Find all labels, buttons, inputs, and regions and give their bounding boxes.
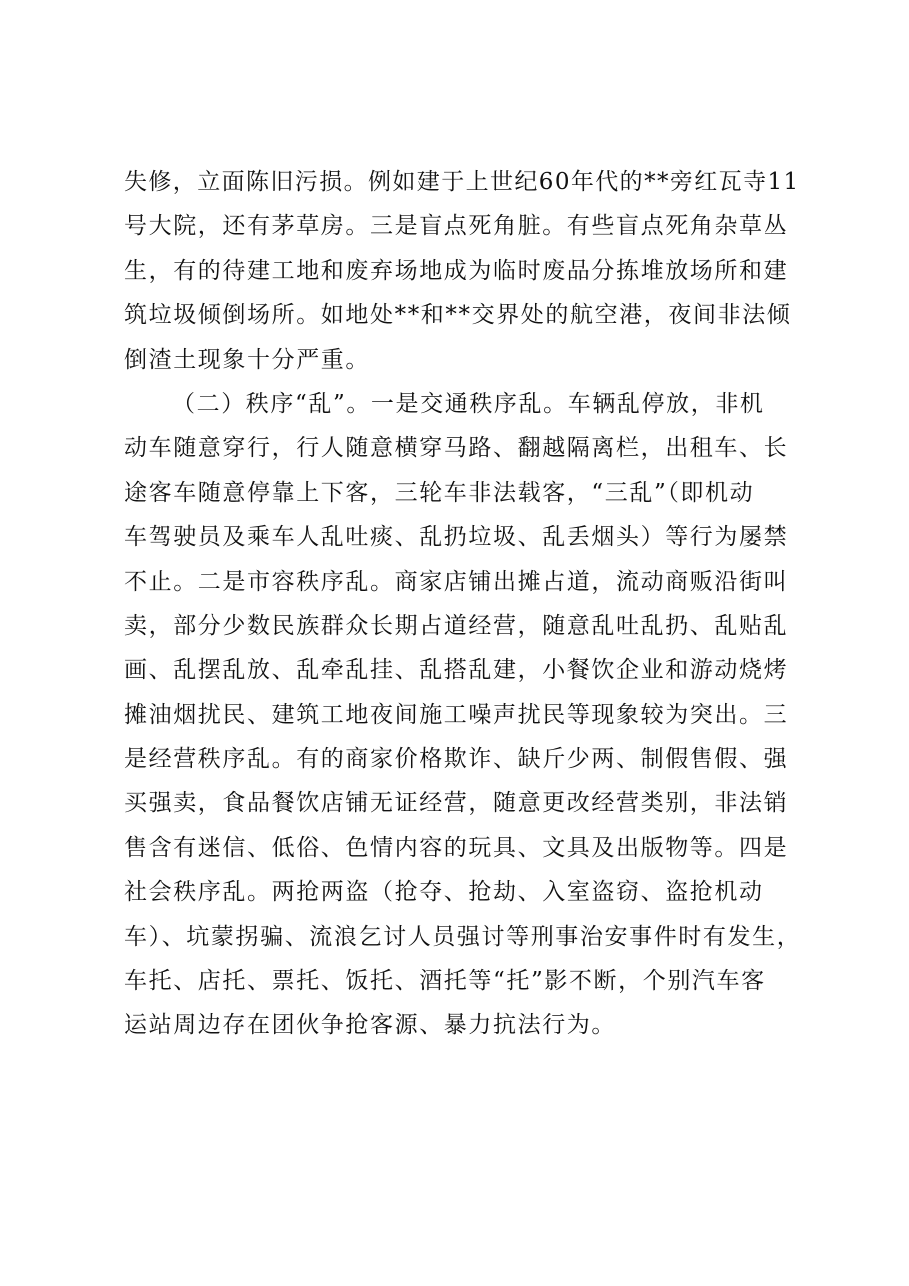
text-line: 社会秩序乱。两抢两盗（抢夺、抢劫、入室盗窃、盗抢机动 bbox=[124, 879, 764, 906]
text-line: 筑垃圾倾倒场所。如地处**和**交界处的航空港，夜间非法倾 bbox=[124, 302, 792, 329]
text-line: 摊油烟扰民、建筑工地夜间施工噪声扰民等现象较为突出。三 bbox=[124, 701, 789, 728]
section-heading-line: （二）秩序“乱”。一是交通秩序乱。车辆乱停放，非机 bbox=[172, 390, 765, 417]
text-line: 卖，部分少数民族群众长期占道经营，随意乱吐乱扔、乱贴乱 bbox=[124, 612, 789, 639]
text-line: 售含有迷信、低俗、色情内容的玩具、文具及出版物等。四是 bbox=[124, 834, 789, 861]
text-line: 画、乱摆乱放、乱牵乱挂、乱搭乱建，小餐饮企业和游动烧烤 bbox=[124, 657, 789, 684]
text-line: 途客车随意停靠上下客，三轮车非法载客，“三乱”（即机动 bbox=[124, 479, 755, 506]
text-line: 车）、坑蒙拐骗、流浪乞讨人员强讨等刑事治安事件时有发生， bbox=[124, 923, 802, 950]
text-line: 倒渣土现象十分严重。 bbox=[124, 346, 370, 373]
text-line: 动车随意穿行，行人随意横穿马路、翻越隔离栏，出租车、长 bbox=[124, 435, 789, 462]
text-line: 车驾驶员及乘车人乱吐痰、乱扔垃圾、乱丢烟头）等行为屡禁 bbox=[124, 524, 789, 551]
text-line: 是经营秩序乱。有的商家价格欺诈、缺斤少两、制假售假、强 bbox=[124, 746, 789, 773]
text-line: 失修，立面陈旧污损。例如建于上世纪60年代的**旁红瓦寺11 bbox=[124, 169, 800, 195]
text-line: 不止。二是市容秩序乱。商家店铺出摊占道，流动商贩沿街叫 bbox=[124, 568, 789, 595]
text-line: 运站周边存在团伙争抢客源、暴力抗法行为。 bbox=[124, 1012, 616, 1039]
text-line: 号大院，还有茅草房。三是盲点死角脏。有些盲点死角杂草丛 bbox=[124, 213, 789, 240]
body-text bbox=[124, 160, 804, 1048]
text-line: 车托、店托、票托、饭托、酒托等“托”影不断，个别汽车客 bbox=[124, 968, 766, 995]
text-line: 买强卖，食品餐饮店铺无证经营，随意更改经营类别，非法销 bbox=[124, 790, 789, 817]
text-line: 生，有的待建工地和废弃场地成为临时废品分拣堆放场所和建 bbox=[124, 257, 789, 284]
